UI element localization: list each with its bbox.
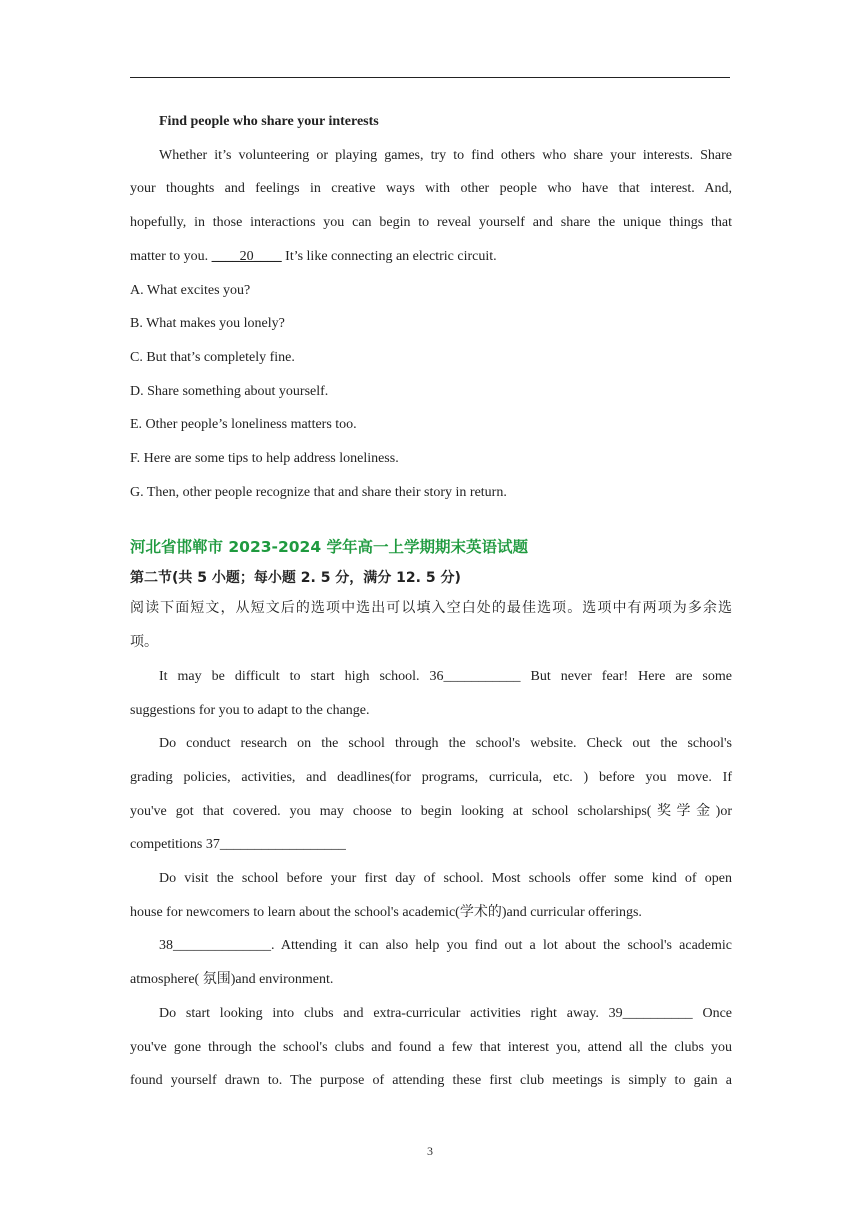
- para2-line-3: you've got that covered. you may choose to begin looking at school scholarships(奖学金)or: [130, 803, 732, 819]
- part1-line-2: your thoughts and feelings in creative ways with other people who have that interest. And,: [130, 181, 732, 197]
- para3-line-1: Do visit the school before your first day of school. Most schools offer some kind of open: [159, 871, 732, 887]
- part1-line-4-start: matter to you.: [130, 248, 212, 264]
- option-c: C. But that’s completely fine.: [130, 349, 295, 365]
- options-list: [130, 274, 732, 510]
- para5-line-1: Do start looking into clubs and extra-curricular activities right away. 39__________ Once: [159, 1005, 732, 1021]
- option-d: D. Share something about yourself.: [130, 383, 329, 399]
- part1-line-4: [130, 240, 732, 274]
- para2-line-2: grading policies, activities, and deadlines(for programs, curricula, etc. ) before you move. If: [130, 769, 732, 785]
- para1-line-2: suggestions for you to adapt to the change.: [130, 702, 370, 718]
- instruction-line-2: 项。: [130, 634, 158, 651]
- header-rule: [130, 77, 730, 78]
- option-b: B. What makes you lonely?: [130, 316, 285, 332]
- para1-line-1: It may be difficult to start high school. 36___________ But never fear! Here are some: [159, 668, 732, 684]
- part1-line-4-end: It’s like connecting an electric circuit.: [281, 248, 497, 264]
- option-f: F. Here are some tips to help address loneliness.: [130, 451, 399, 467]
- option-a: A. What excites you?: [130, 282, 251, 298]
- instruction-line-1: 阅读下面短文，从短文后的选项中选出可以填入空白处的最佳选项。选项中有两项为多余选: [130, 600, 732, 617]
- para5-line-2: you've gone through the school's clubs and found a few that interest you, attend all the clubs you: [130, 1039, 732, 1055]
- para2-line-1: Do conduct research on the school through the school's website. Check out the school's: [159, 736, 732, 752]
- section-subtitle: 第二节(共 5 小题；每小题 2. 5 分，满分 12. 5 分): [130, 570, 461, 587]
- section-title: 河北省邯郸市 2023-2024 学年高一上学期期末英语试题: [130, 538, 529, 557]
- page-number: 3: [427, 1144, 433, 1158]
- option-g: G. Then, other people recognize that and share their story in return.: [130, 484, 507, 500]
- option-e: E. Other people’s loneliness matters too.: [130, 417, 357, 433]
- document-body: [130, 105, 732, 1098]
- part1-heading: Find people who share your interests: [159, 114, 379, 129]
- para3-line-2: house for newcomers to learn about the school's academic(学术的)and curricular offerings.: [130, 904, 642, 920]
- para5-line-3: found yourself drawn to. The purpose of attending these first club meetings is simply to gain a: [130, 1073, 732, 1089]
- blank-20: ____20____: [211, 248, 282, 264]
- para2-line-4: competitions 37__________________: [130, 837, 346, 853]
- para4-line-1: 38______________. Attending it can also help you find out a lot about the school's academic: [159, 938, 732, 954]
- para4-line-2: atmosphere( 氛围)and environment.: [130, 972, 334, 988]
- part1-line-3: hopefully, in those interactions you can begin to reveal yourself and share the unique things that: [130, 215, 732, 231]
- part1-line-1: Whether it’s volunteering or playing games, try to find others who share your interests. Share: [159, 147, 732, 163]
